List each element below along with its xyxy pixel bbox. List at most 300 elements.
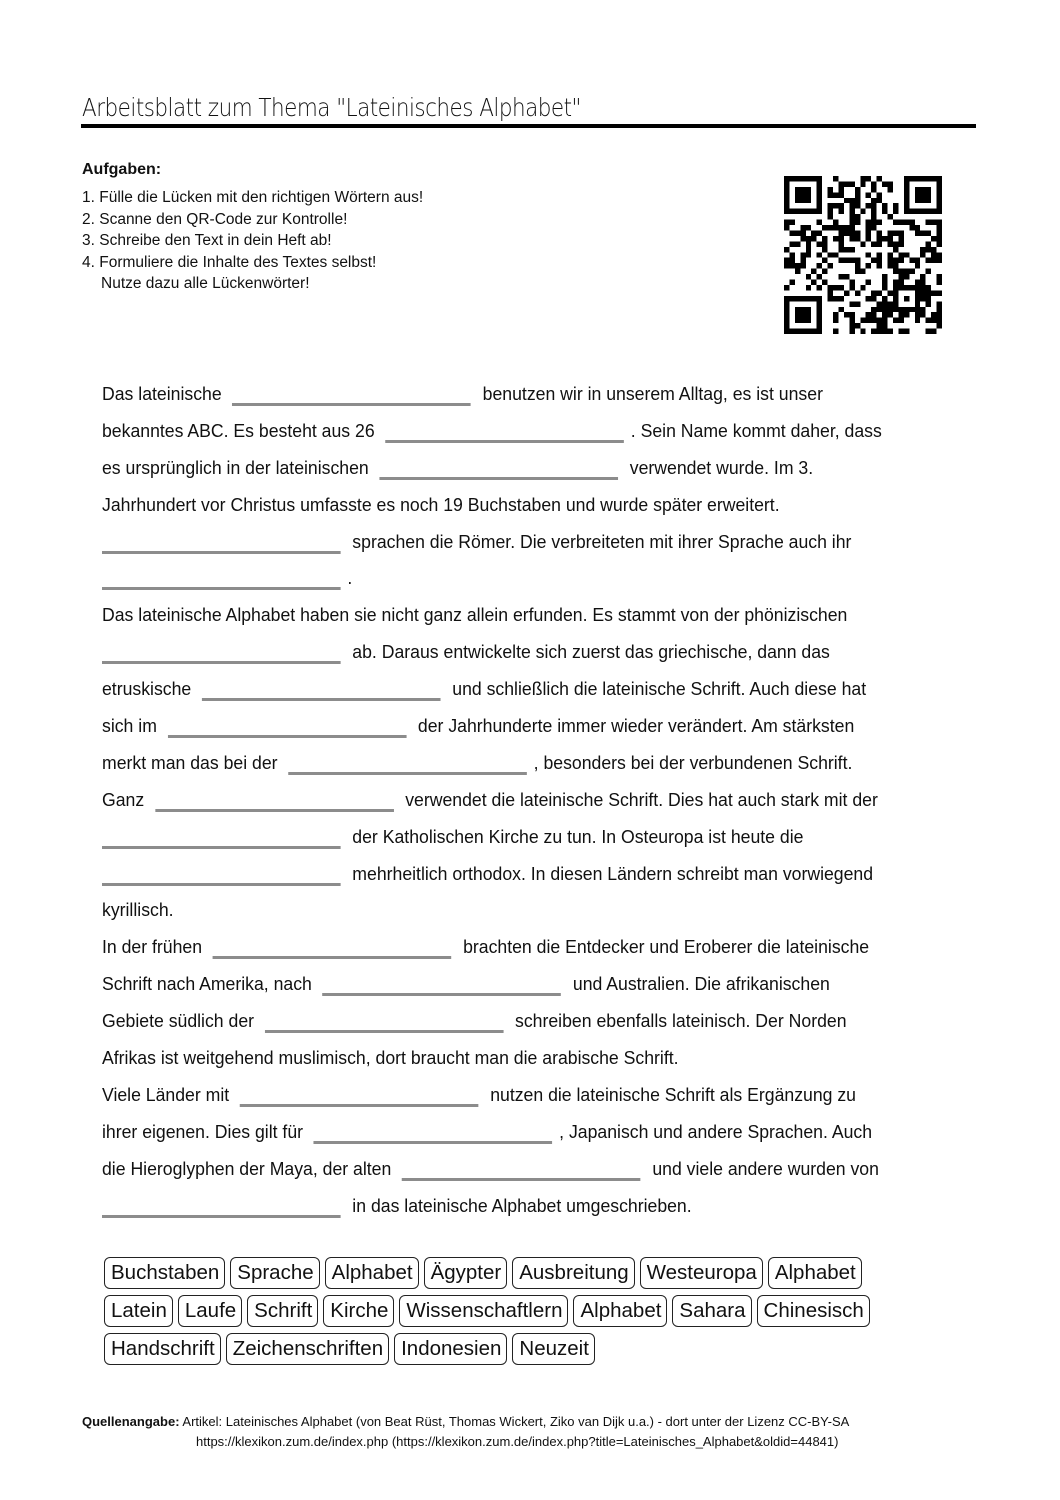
qr-module <box>893 290 898 295</box>
word-tag[interactable]: Zeichenschriften <box>226 1333 389 1365</box>
qr-module <box>904 198 909 203</box>
qr-module <box>893 285 898 290</box>
qr-module <box>849 203 854 208</box>
qr-module <box>920 252 925 257</box>
blank-field[interactable] <box>232 403 471 406</box>
qr-module <box>926 230 931 235</box>
qr-module <box>898 241 903 246</box>
qr-module <box>937 301 942 306</box>
text-segment: Das lateinische Alphabet haben sie nicht ganz allein erfunden. Es stammt von der phönizischen <box>102 605 848 626</box>
qr-module <box>833 236 838 241</box>
blank-field[interactable] <box>102 587 341 590</box>
word-tag[interactable]: Latein <box>104 1295 173 1327</box>
qr-module <box>893 318 898 323</box>
qr-module <box>920 198 925 203</box>
text-line <box>102 1114 936 1151</box>
qr-module <box>871 203 876 208</box>
text-segment: ab. Daraus entwickelte sich zuerst das griechische, dann das <box>347 642 830 663</box>
qr-module <box>904 203 909 208</box>
qr-module <box>931 252 936 257</box>
qr-module <box>828 187 833 192</box>
blank-field[interactable] <box>213 956 452 959</box>
qr-module <box>800 209 805 214</box>
qr-module <box>838 236 843 241</box>
qr-module <box>926 318 931 323</box>
blank-field[interactable] <box>323 993 562 996</box>
qr-module <box>822 241 827 246</box>
qr-module <box>833 192 838 197</box>
qr-module <box>931 318 936 323</box>
qr-module <box>893 263 898 268</box>
qr-module <box>937 230 942 235</box>
text-segment: Viele Länder mit <box>102 1084 235 1105</box>
qr-module <box>811 176 816 181</box>
qr-module <box>893 241 898 246</box>
blank-field[interactable] <box>102 883 341 886</box>
qr-module <box>784 176 789 181</box>
qr-module <box>811 230 816 235</box>
qr-module <box>898 312 903 317</box>
qr-module <box>817 192 822 197</box>
source-label: Quellenangabe: <box>82 1414 180 1429</box>
qr-module <box>937 198 942 203</box>
qr-module <box>795 241 800 246</box>
qr-module <box>937 280 942 285</box>
qr-module <box>931 176 936 181</box>
qr-module <box>800 198 805 203</box>
qr-module <box>800 307 805 312</box>
qr-module <box>849 198 854 203</box>
blank-field[interactable] <box>202 698 441 701</box>
blank-field[interactable] <box>240 1104 479 1107</box>
qr-module <box>833 203 838 208</box>
text-segment: und schließlich die lateinische Schrift. Auch diese hat <box>447 679 867 700</box>
qr-module <box>915 230 920 235</box>
qr-module <box>795 263 800 268</box>
word-tag[interactable]: Indonesien <box>394 1333 507 1365</box>
qr-module <box>904 220 909 225</box>
qr-module <box>833 285 838 290</box>
blank-field[interactable] <box>155 809 394 812</box>
qr-module <box>838 285 843 290</box>
qr-module <box>784 209 789 214</box>
qr-module <box>898 318 903 323</box>
qr-module <box>817 230 822 235</box>
qr-module <box>893 269 898 274</box>
qr-module <box>937 187 942 192</box>
qr-module <box>888 214 893 219</box>
qr-module <box>937 252 942 257</box>
qr-module <box>882 209 887 214</box>
qr-module <box>937 274 942 279</box>
qr-module <box>866 312 871 317</box>
qr-module <box>833 312 838 317</box>
word-tag[interactable]: Kirche <box>323 1295 394 1327</box>
qr-module <box>784 198 789 203</box>
qr-module <box>909 225 914 230</box>
qr-module <box>898 269 903 274</box>
qr-module <box>888 290 893 295</box>
text-segment: schreiben ebenfalls lateinisch. Der Norden <box>510 1011 847 1032</box>
qr-module <box>838 209 843 214</box>
qr-module <box>789 263 794 268</box>
word-tag[interactable]: Schrift <box>247 1295 318 1327</box>
qr-module <box>849 225 854 230</box>
qr-module <box>937 241 942 246</box>
blank-field[interactable] <box>168 735 407 738</box>
qr-module <box>888 236 893 241</box>
text-segment: und Australien. Die afrikanischen <box>567 974 830 995</box>
qr-module <box>828 263 833 268</box>
qr-module <box>926 176 931 181</box>
qr-module <box>822 236 827 241</box>
qr-module <box>849 280 854 285</box>
qr-module <box>784 318 789 323</box>
blank-field[interactable] <box>102 551 341 554</box>
qr-module <box>844 181 849 186</box>
qr-module <box>855 301 860 306</box>
qr-module <box>789 252 794 257</box>
qr-module <box>915 312 920 317</box>
qr-module <box>806 225 811 230</box>
text-line <box>102 487 936 524</box>
qr-module <box>915 192 920 197</box>
text-segment: , besonders bei der verbundenen Schrift. <box>533 752 853 773</box>
qr-module <box>877 220 882 225</box>
qr-module <box>877 241 882 246</box>
qr-module <box>833 329 838 334</box>
qr-module <box>795 329 800 334</box>
qr-module <box>855 323 860 328</box>
text-line <box>102 524 936 561</box>
text-segment: der Jahrhunderte immer wieder verändert. Am stärksten <box>413 716 855 737</box>
text-line <box>102 782 936 819</box>
qr-module <box>920 280 925 285</box>
text-line <box>102 1188 936 1225</box>
qr-module <box>860 209 865 214</box>
qr-module <box>800 318 805 323</box>
qr-module <box>789 241 794 246</box>
qr-module <box>877 307 882 312</box>
qr-module <box>849 285 854 290</box>
text-segment: Gebiete südlich der <box>102 1011 259 1032</box>
qr-module <box>888 329 893 334</box>
word-tag[interactable]: Buchstaben <box>104 1257 225 1289</box>
qr-module <box>849 312 854 317</box>
qr-module <box>822 269 827 274</box>
qr-module <box>926 220 931 225</box>
qr-module <box>877 198 882 203</box>
qr-module <box>926 290 931 295</box>
qr-module <box>877 301 882 306</box>
qr-module <box>866 220 871 225</box>
qr-module <box>817 312 822 317</box>
qr-module <box>931 220 936 225</box>
qr-module <box>844 290 849 295</box>
qr-module <box>909 258 914 263</box>
qr-module <box>828 296 833 301</box>
qr-module <box>915 176 920 181</box>
tasks-heading: Aufgaben: <box>82 161 162 178</box>
qr-module <box>871 290 876 295</box>
qr-module <box>931 236 936 241</box>
qr-module <box>833 252 838 257</box>
qr-module <box>904 296 909 301</box>
qr-module <box>795 307 800 312</box>
text-segment: . Sein Name kommt daher, dass <box>630 420 882 441</box>
qr-module <box>784 285 789 290</box>
word-tag[interactable]: Handschrift <box>104 1333 221 1365</box>
qr-module <box>789 230 794 235</box>
blank-field[interactable] <box>385 440 624 443</box>
word-tag[interactable]: Ausbreitung <box>512 1257 634 1289</box>
qr-module <box>860 329 865 334</box>
word-tag[interactable]: Westeuropa <box>640 1257 763 1289</box>
qr-module <box>871 296 876 301</box>
qr-module <box>888 312 893 317</box>
qr-module <box>898 280 903 285</box>
blank-field[interactable] <box>102 1215 341 1218</box>
text-segment: sprachen die Römer. Die verbreiteten mit ihrer Sprache auch ihr <box>347 531 852 552</box>
qr-module <box>904 181 909 186</box>
qr-module <box>811 329 816 334</box>
qr-module <box>888 301 893 306</box>
word-bank-row <box>104 1295 964 1327</box>
qr-module <box>893 296 898 301</box>
qr-module <box>877 258 882 263</box>
word-tag[interactable]: Ägypter <box>424 1257 508 1289</box>
text-line <box>102 966 936 1003</box>
qr-module <box>893 307 898 312</box>
word-tag[interactable]: Alphabet <box>325 1257 419 1289</box>
qr-module <box>904 329 909 334</box>
qr-module <box>806 241 811 246</box>
qr-module <box>795 176 800 181</box>
blank-field[interactable] <box>314 1141 553 1144</box>
qr-module <box>877 323 882 328</box>
text-line <box>102 1151 936 1188</box>
word-bank-row <box>104 1333 964 1365</box>
qr-module <box>855 187 860 192</box>
qr-module <box>915 198 920 203</box>
qr-module <box>866 296 871 301</box>
qr-module <box>866 225 871 230</box>
qr-module <box>849 258 854 263</box>
text-line <box>102 1040 936 1077</box>
word-tag[interactable]: Wissenschaftlern <box>399 1295 568 1327</box>
text-segment: kyrillisch. <box>102 900 174 921</box>
text-line <box>102 1003 936 1040</box>
qr-module <box>855 236 860 241</box>
word-bank <box>104 1257 964 1371</box>
qr-module <box>926 301 931 306</box>
qr-module <box>806 247 811 252</box>
qr-module <box>849 230 854 235</box>
qr-module <box>866 176 871 181</box>
qr-module <box>849 209 854 214</box>
text-line <box>102 376 936 413</box>
text-segment: verwendet die lateinische Schrift. Dies hat auch stark mit der <box>400 789 878 810</box>
qr-module <box>877 236 882 241</box>
qr-module <box>915 225 920 230</box>
qr-module <box>882 307 887 312</box>
qr-module <box>871 220 876 225</box>
text-line <box>102 708 936 745</box>
qr-module <box>882 301 887 306</box>
qr-module <box>904 274 909 279</box>
cloze-text <box>102 376 936 1224</box>
qr-module <box>860 318 865 323</box>
qr-module <box>877 252 882 257</box>
qr-module <box>937 209 942 214</box>
qr-module <box>937 307 942 312</box>
qr-module <box>931 247 936 252</box>
blank-field[interactable] <box>102 661 341 664</box>
qr-module <box>817 176 822 181</box>
qr-module <box>920 274 925 279</box>
qr-module <box>828 214 833 219</box>
qr-module <box>871 329 876 334</box>
qr-module <box>849 323 854 328</box>
qr-module <box>800 230 805 235</box>
qr-module <box>855 290 860 295</box>
qr-module <box>806 312 811 317</box>
qr-module <box>937 312 942 317</box>
qr-module <box>784 225 789 230</box>
qr-module <box>828 209 833 214</box>
qr-module <box>817 285 822 290</box>
qr-module <box>795 230 800 235</box>
qr-module <box>844 225 849 230</box>
qr-module <box>860 176 865 181</box>
text-line <box>102 597 936 634</box>
qr-module <box>937 225 942 230</box>
qr-module <box>800 258 805 263</box>
qr-module <box>888 263 893 268</box>
word-tag[interactable]: Alphabet <box>573 1295 667 1327</box>
blank-field[interactable] <box>379 477 618 480</box>
qr-module <box>904 307 909 312</box>
qr-module <box>789 280 794 285</box>
qr-module <box>893 258 898 263</box>
qr-module <box>784 323 789 328</box>
qr-module <box>828 225 833 230</box>
qr-module <box>800 176 805 181</box>
qr-module <box>915 187 920 192</box>
blank-field[interactable] <box>288 772 527 775</box>
qr-module <box>855 214 860 219</box>
text-segment: Afrikas ist weitgehend muslimisch, dort braucht man die arabische Schrift. <box>102 1048 679 1069</box>
qr-module <box>800 296 805 301</box>
qr-module <box>920 290 925 295</box>
word-tag[interactable]: Sahara <box>672 1295 751 1327</box>
qr-module <box>828 192 833 197</box>
qr-module <box>817 263 822 268</box>
word-tag[interactable]: Alphabet <box>768 1257 862 1289</box>
qr-module <box>795 192 800 197</box>
text-line <box>102 856 936 893</box>
word-tag[interactable]: Chinesisch <box>757 1295 870 1327</box>
text-line <box>102 634 936 671</box>
qr-module <box>844 258 849 263</box>
qr-module <box>800 192 805 197</box>
qr-module <box>849 236 854 241</box>
qr-module <box>926 269 931 274</box>
text-segment: nutzen die lateinische Schrift als Ergänzung zu <box>485 1084 857 1105</box>
qr-module <box>817 323 822 328</box>
qr-module <box>795 198 800 203</box>
qr-module <box>789 209 794 214</box>
qr-module <box>855 198 860 203</box>
qr-module <box>931 290 936 295</box>
qr-module <box>915 263 920 268</box>
qr-module <box>920 176 925 181</box>
qr-module <box>844 198 849 203</box>
qr-module <box>795 312 800 317</box>
qr-module <box>926 285 931 290</box>
qr-module <box>838 274 843 279</box>
qr-module <box>877 290 882 295</box>
qr-code-icon[interactable] <box>784 176 942 334</box>
qr-module <box>877 192 882 197</box>
qr-module <box>915 301 920 306</box>
qr-module <box>849 214 854 219</box>
qr-module <box>817 220 822 225</box>
word-tag[interactable]: Laufe <box>178 1295 242 1327</box>
text-segment: In der frühen <box>102 937 207 958</box>
qr-module <box>871 241 876 246</box>
blank-field[interactable] <box>102 846 341 849</box>
qr-module <box>866 318 871 323</box>
qr-module <box>909 209 914 214</box>
qr-module <box>904 209 909 214</box>
qr-module <box>882 312 887 317</box>
blank-field[interactable] <box>402 1178 641 1181</box>
qr-module <box>806 252 811 257</box>
qr-module <box>893 301 898 306</box>
word-tag[interactable]: Sprache <box>230 1257 319 1289</box>
qr-module <box>915 290 920 295</box>
qr-module <box>817 252 822 257</box>
qr-module <box>789 258 794 263</box>
qr-module <box>806 307 811 312</box>
blank-field[interactable] <box>265 1030 504 1033</box>
qr-module <box>828 252 833 257</box>
qr-module <box>817 209 822 214</box>
source-url[interactable]: https://klexikon.zum.de/index.php (https://klexikon.zum.de/index.php?title=Lateinisches_Alphabet&oldid=44841) <box>196 1434 839 1449</box>
qr-module <box>871 209 876 214</box>
qr-module <box>898 329 903 334</box>
qr-module <box>904 285 909 290</box>
qr-module <box>898 307 903 312</box>
qr-module <box>866 252 871 257</box>
qr-module <box>915 258 920 263</box>
word-tag[interactable]: Neuzeit <box>512 1333 595 1365</box>
qr-module <box>926 198 931 203</box>
qr-module <box>893 209 898 214</box>
qr-module <box>784 247 789 252</box>
qr-module <box>855 230 860 235</box>
qr-module <box>849 301 854 306</box>
qr-module <box>915 209 920 214</box>
qr-module <box>893 230 898 235</box>
qr-module <box>893 220 898 225</box>
qr-module <box>877 230 882 235</box>
qr-module <box>838 187 843 192</box>
qr-module <box>915 280 920 285</box>
qr-module <box>844 312 849 317</box>
source-attribution <box>82 1412 982 1452</box>
